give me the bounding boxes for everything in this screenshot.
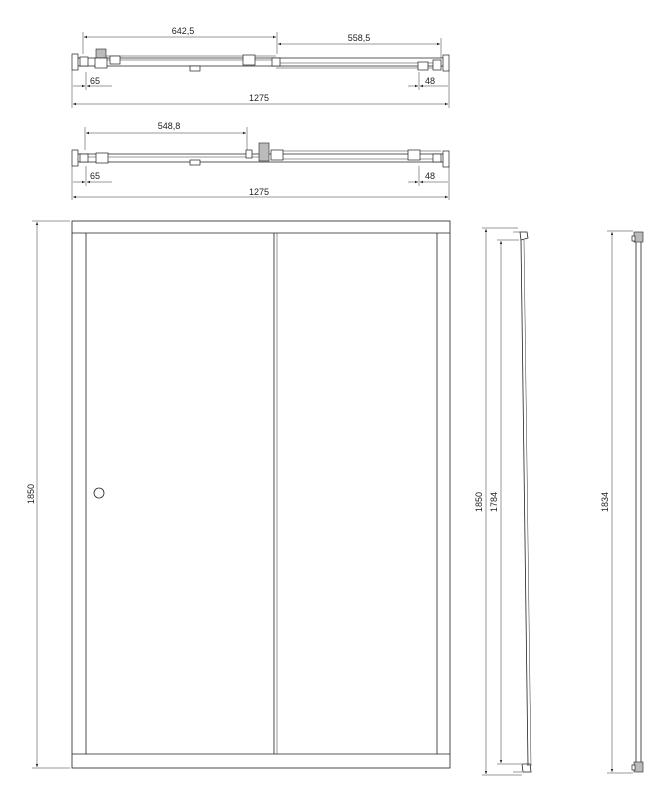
side-view-2-dim-height: 1834 xyxy=(600,491,610,513)
roller-icon xyxy=(96,49,106,58)
plan-bottom-dim-right-offset: 48 xyxy=(424,171,436,181)
plan-view-top xyxy=(72,49,449,71)
side-view-1-dimensions xyxy=(482,228,522,775)
plan-bottom-dim-total: 1275 xyxy=(248,187,270,197)
front-view xyxy=(72,221,450,768)
plan-top-dim-left-span: 642,5 xyxy=(171,26,195,36)
front-view-dimensions xyxy=(32,221,70,768)
plan-top-dim-right-offset: 48 xyxy=(424,76,436,86)
handle-icon xyxy=(190,66,200,71)
side-view-2-dimensions xyxy=(607,231,633,773)
plan-top-dim-left-offset: 65 xyxy=(89,76,101,86)
plan-bottom-dim-left-offset: 65 xyxy=(89,171,101,181)
door-knob-icon xyxy=(94,488,104,498)
handle-icon-2 xyxy=(190,160,200,165)
plan-top-dim-total: 1275 xyxy=(248,93,270,103)
side-view-1-dim-outer-height: 1850 xyxy=(474,491,484,513)
side-view-1 xyxy=(513,232,531,772)
plan-bottom-dim-span: 548,8 xyxy=(157,121,181,131)
plan-top-dim-right-span: 558,5 xyxy=(347,33,371,43)
side-view-2 xyxy=(632,232,643,772)
plan-view-bottom xyxy=(72,143,449,167)
front-view-dim-height: 1850 xyxy=(26,483,36,505)
roller-icon-2 xyxy=(259,143,269,161)
side-view-1-dim-inner-height: 1784 xyxy=(489,491,499,513)
